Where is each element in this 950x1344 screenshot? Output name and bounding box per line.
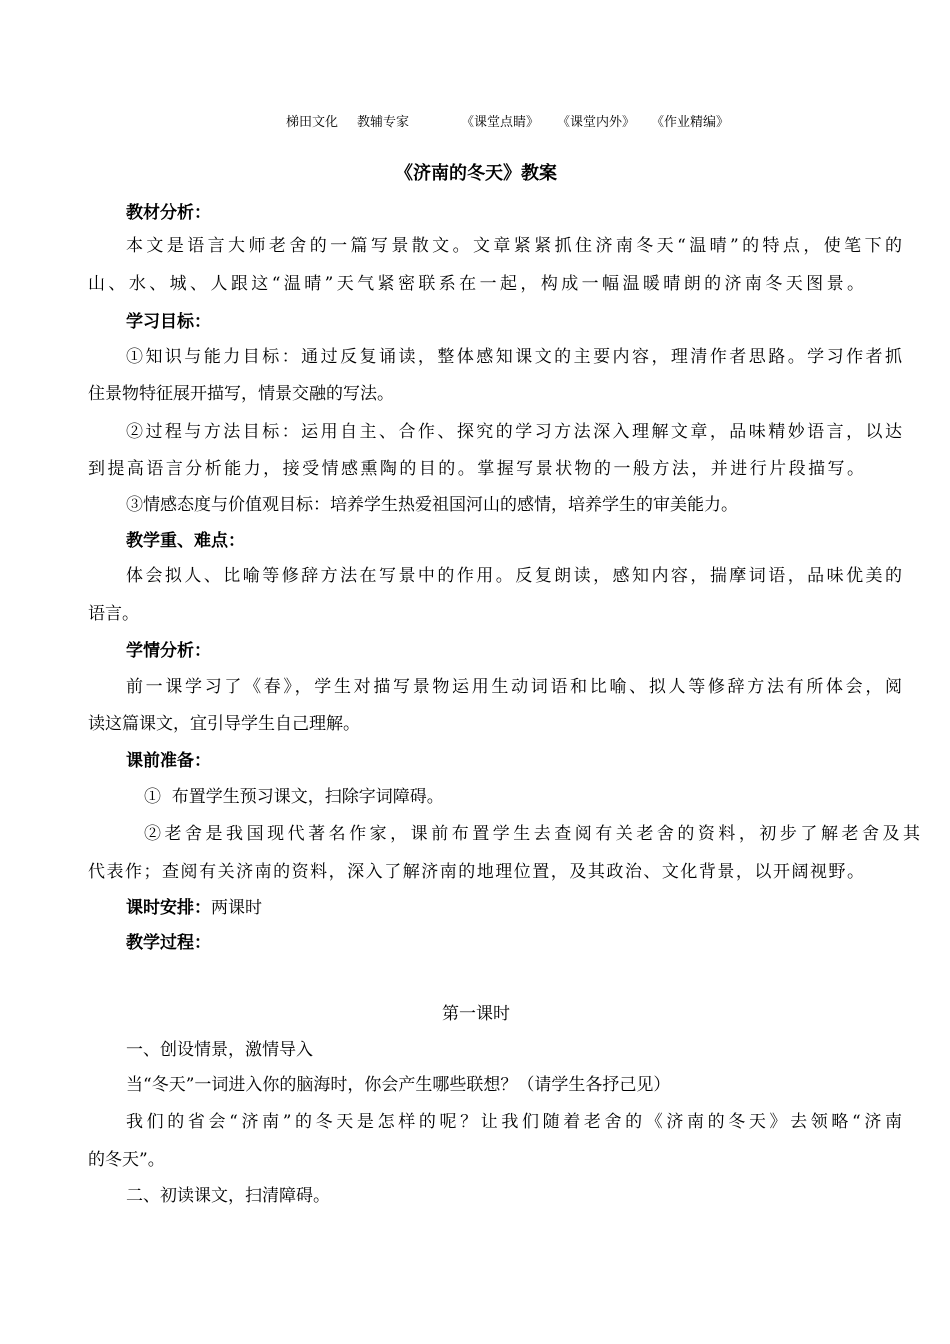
paragraph-line: 山、水、城、人跟这“温晴”天气紧密联系在一起，构成一幅温暖晴朗的济南冬天图景。	[88, 274, 864, 294]
paragraph-line: 我们的省会“济南”的冬天是怎样的呢？让我们随着老舍的《济南的冬天》去领略“济南	[126, 1112, 902, 1132]
paragraph-line: 体会拟人、比喻等修辞方法在写景中的作用。反复朗读，感知内容，揣摩词语，品味优美的	[126, 566, 902, 586]
paragraph-line: 读这篇课文，宜引导学生自己理解。	[88, 714, 360, 734]
section-heading-prep: 课前准备：	[126, 751, 211, 771]
section-heading-learner: 学情分析：	[126, 641, 211, 661]
paragraph-line: 当“冬天”一词进入你的脑海时，你会产生哪些联想？（请学生各抒己见）	[126, 1075, 671, 1095]
paragraph-line: 的冬天”。	[88, 1150, 165, 1170]
paragraph-line: 语言。	[88, 604, 139, 624]
schedule-label: 课时安排：	[126, 898, 211, 918]
section-heading-material: 教材分析：	[126, 203, 211, 223]
paragraph-line: ②老舍是我国现代著名作家，课前布置学生去查阅有关老舍的资料，初步了解老舍及其	[144, 824, 920, 844]
section-heading-keypoints: 教学重、难点：	[126, 531, 245, 551]
paragraph-line: 代表作；查阅有关济南的资料，深入了解济南的地理位置，及其政治、文化背景，以开阔视野。	[88, 862, 864, 882]
paragraph-line: ③情感态度与价值观目标：培养学生热爱祖国河山的感情，培养学生的审美能力。	[126, 495, 738, 515]
paragraph-line: 本文是语言大师老舍的一篇写景散文。文章紧紧抓住济南冬天“温晴”的特点，使笔下的	[126, 236, 902, 256]
paragraph-line: 住景物特征展开描写，情景交融的写法。	[88, 384, 394, 404]
paragraph-line: 前一课学习了《春》，学生对描写景物运用生动词语和比喻、拟人等修辞方法有所体会，阅	[126, 677, 902, 697]
paragraph-line: ②过程与方法目标：运用自主、合作、探究的学习方法深入理解文章，品味精妙语言，以达	[126, 422, 902, 442]
document-title: 《济南的冬天》教案	[395, 163, 557, 184]
paragraph-line: ① 布置学生预习课文，扫除字词障碍。	[144, 787, 444, 807]
paragraph-line: 到提高语言分析能力，接受情感熏陶的目的。掌握写景状物的一般方法，并进行片段描写。	[88, 459, 864, 479]
step-heading: 一、创设情景，激情导入	[126, 1040, 313, 1060]
schedule-value: 两课时	[211, 898, 262, 918]
lesson-title: 第一课时	[442, 1004, 510, 1024]
section-heading-goals: 学习目标：	[126, 312, 211, 332]
header-series-2: 《课堂内外》	[557, 115, 636, 130]
header-series-3: 《作业精编》	[651, 115, 730, 130]
header-series-1: 《课堂点睛》	[461, 115, 540, 130]
header-slogan: 教辅专家	[357, 115, 410, 130]
header-brand: 梯田文化	[286, 115, 339, 130]
step-heading: 二、初读课文，扫清障碍。	[126, 1186, 330, 1206]
section-heading-process: 教学过程：	[126, 933, 211, 953]
paragraph-line: ①知识与能力目标：通过反复诵读，整体感知课文的主要内容，理清作者思路。学习作者抓	[126, 347, 902, 367]
schedule-line	[88, 896, 902, 920]
